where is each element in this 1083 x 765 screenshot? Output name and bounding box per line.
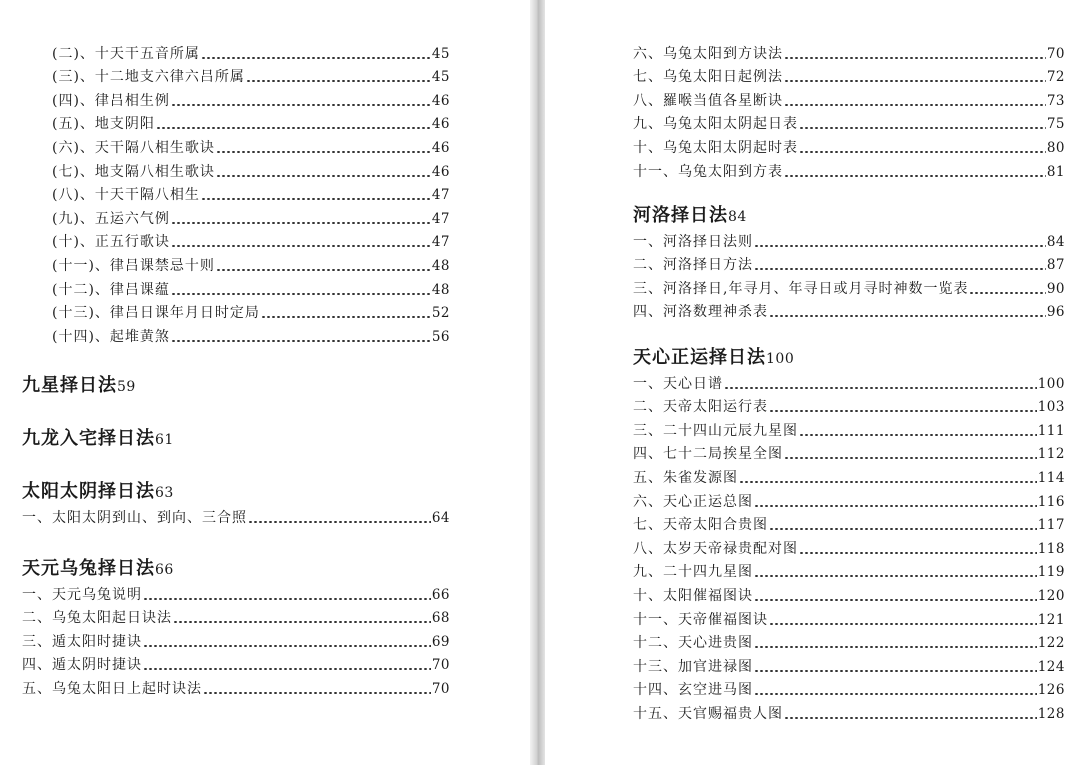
toc-entry[interactable]: 四、遁太阴时捷诀 70 xyxy=(22,657,450,674)
book-spine xyxy=(530,0,545,765)
section-title[interactable]: 天元乌兔择日法66 xyxy=(22,558,174,579)
toc-entry[interactable]: 五、朱雀发源图 114 xyxy=(633,469,1065,486)
toc-entry[interactable]: (八)、十天干隔八相生 47 xyxy=(52,187,450,204)
toc-entry[interactable]: 四、七十二局挨星全图 112 xyxy=(633,446,1065,463)
toc-entry[interactable]: 一、天元乌兔说明 66 xyxy=(22,586,450,603)
section-entries xyxy=(633,228,1065,322)
toc-entry[interactable]: 三、二十四山元辰九星图 111 xyxy=(633,422,1065,439)
section-title[interactable]: 九星择日法59 xyxy=(22,375,136,396)
toc-entry[interactable]: 八、太岁天帝禄贵配对图 118 xyxy=(633,540,1065,557)
toc-entry[interactable]: 三、遁太阳时捷诀 69 xyxy=(22,633,450,650)
toc-entry[interactable]: 十、太阳催福图诀 120 xyxy=(633,587,1065,604)
toc-entry[interactable]: 三、河洛择日,年寻月、年寻日或月寻时神数一览表 90 xyxy=(633,280,1065,297)
section-entries xyxy=(633,370,1065,724)
toc-entry[interactable]: 六、乌兔太阳到方诀法 70 xyxy=(633,45,1065,62)
section-title[interactable]: 九龙入宅择日法61 xyxy=(22,428,174,449)
section-title[interactable]: 天心正运择日法100 xyxy=(633,347,795,368)
continued-entries xyxy=(633,40,1065,182)
left-page xyxy=(0,0,530,765)
right-page xyxy=(545,0,1083,765)
section-entries xyxy=(22,504,450,528)
toc-entry[interactable]: 四、河洛数理神杀表 96 xyxy=(633,304,1065,321)
toc-entry[interactable]: 二、乌兔太阳起日诀法 68 xyxy=(22,610,450,627)
toc-entry[interactable]: 九、二十四九星图 119 xyxy=(633,564,1065,581)
toc-entry[interactable]: 六、天心正运总图 116 xyxy=(633,493,1065,510)
toc-entry[interactable]: (九)、五运六气例 47 xyxy=(52,210,450,227)
toc-entry[interactable]: 七、天帝太阳合贵图 117 xyxy=(633,517,1065,534)
toc-entry[interactable]: (十四)、起堆黄煞 56 xyxy=(52,328,450,345)
toc-entry[interactable]: (十)、正五行歌诀 47 xyxy=(52,234,450,251)
section-title[interactable]: 河洛择日法84 xyxy=(633,205,747,226)
toc-entry[interactable]: 一、天心日谱 100 xyxy=(633,375,1065,392)
toc-entry[interactable]: (七)、地支隔八相生歌诀 46 xyxy=(52,163,450,180)
toc-entry[interactable]: 二、天帝太阳运行表 103 xyxy=(633,399,1065,416)
toc-entry[interactable]: 十四、玄空进马图 126 xyxy=(633,682,1065,699)
section-title[interactable]: 太阳太阴择日法63 xyxy=(22,481,174,502)
toc-entry[interactable]: 十二、天心进贵图 122 xyxy=(633,635,1065,652)
toc-entry[interactable]: 一、河洛择日法则 84 xyxy=(633,233,1065,250)
toc-entry[interactable]: 十、乌兔太阳太阴起时表 80 xyxy=(633,139,1065,156)
toc-entry[interactable]: (三)、十二地支六律六吕所属 45 xyxy=(52,69,450,86)
toc-entry[interactable]: (六)、天干隔八相生歌诀 46 xyxy=(52,139,450,156)
toc-entry[interactable]: 九、乌兔太阳太阴起日表 75 xyxy=(633,116,1065,133)
toc-entry[interactable]: 五、乌兔太阳日上起时诀法 70 xyxy=(22,680,450,697)
toc-entry[interactable]: 二、河洛择日方法 87 xyxy=(633,257,1065,274)
toc-entry[interactable]: (十二)、律吕课蕴 48 xyxy=(52,281,450,298)
toc-entry[interactable]: 十三、加官进禄图 124 xyxy=(633,658,1065,675)
left-sub-entries xyxy=(52,40,450,347)
toc-entry[interactable]: 十五、天官赐福贵人图 128 xyxy=(633,705,1065,722)
section-entries xyxy=(22,581,450,699)
toc-entry[interactable]: (五)、地支阴阳 46 xyxy=(52,116,450,133)
toc-entry[interactable]: 十一、天帝催福图诀 121 xyxy=(633,611,1065,628)
toc-entry[interactable]: 七、乌兔太阳日起例法 72 xyxy=(633,69,1065,86)
toc-entry[interactable]: (四)、律吕相生例 46 xyxy=(52,92,450,109)
toc-entry[interactable]: (二)、十天干五音所属 45 xyxy=(52,45,450,62)
toc-entry[interactable]: 十一、乌兔太阳到方表 81 xyxy=(633,163,1065,180)
toc-entry[interactable]: (十三)、律吕日课年月日时定局 52 xyxy=(52,305,450,322)
toc-entry[interactable]: 八、羅喉当值各星断诀 73 xyxy=(633,92,1065,109)
toc-entry[interactable]: (十一)、律吕课禁忌十则 48 xyxy=(52,257,450,274)
toc-entry[interactable]: 一、太阳太阴到山、到向、三合照 64 xyxy=(22,509,450,526)
